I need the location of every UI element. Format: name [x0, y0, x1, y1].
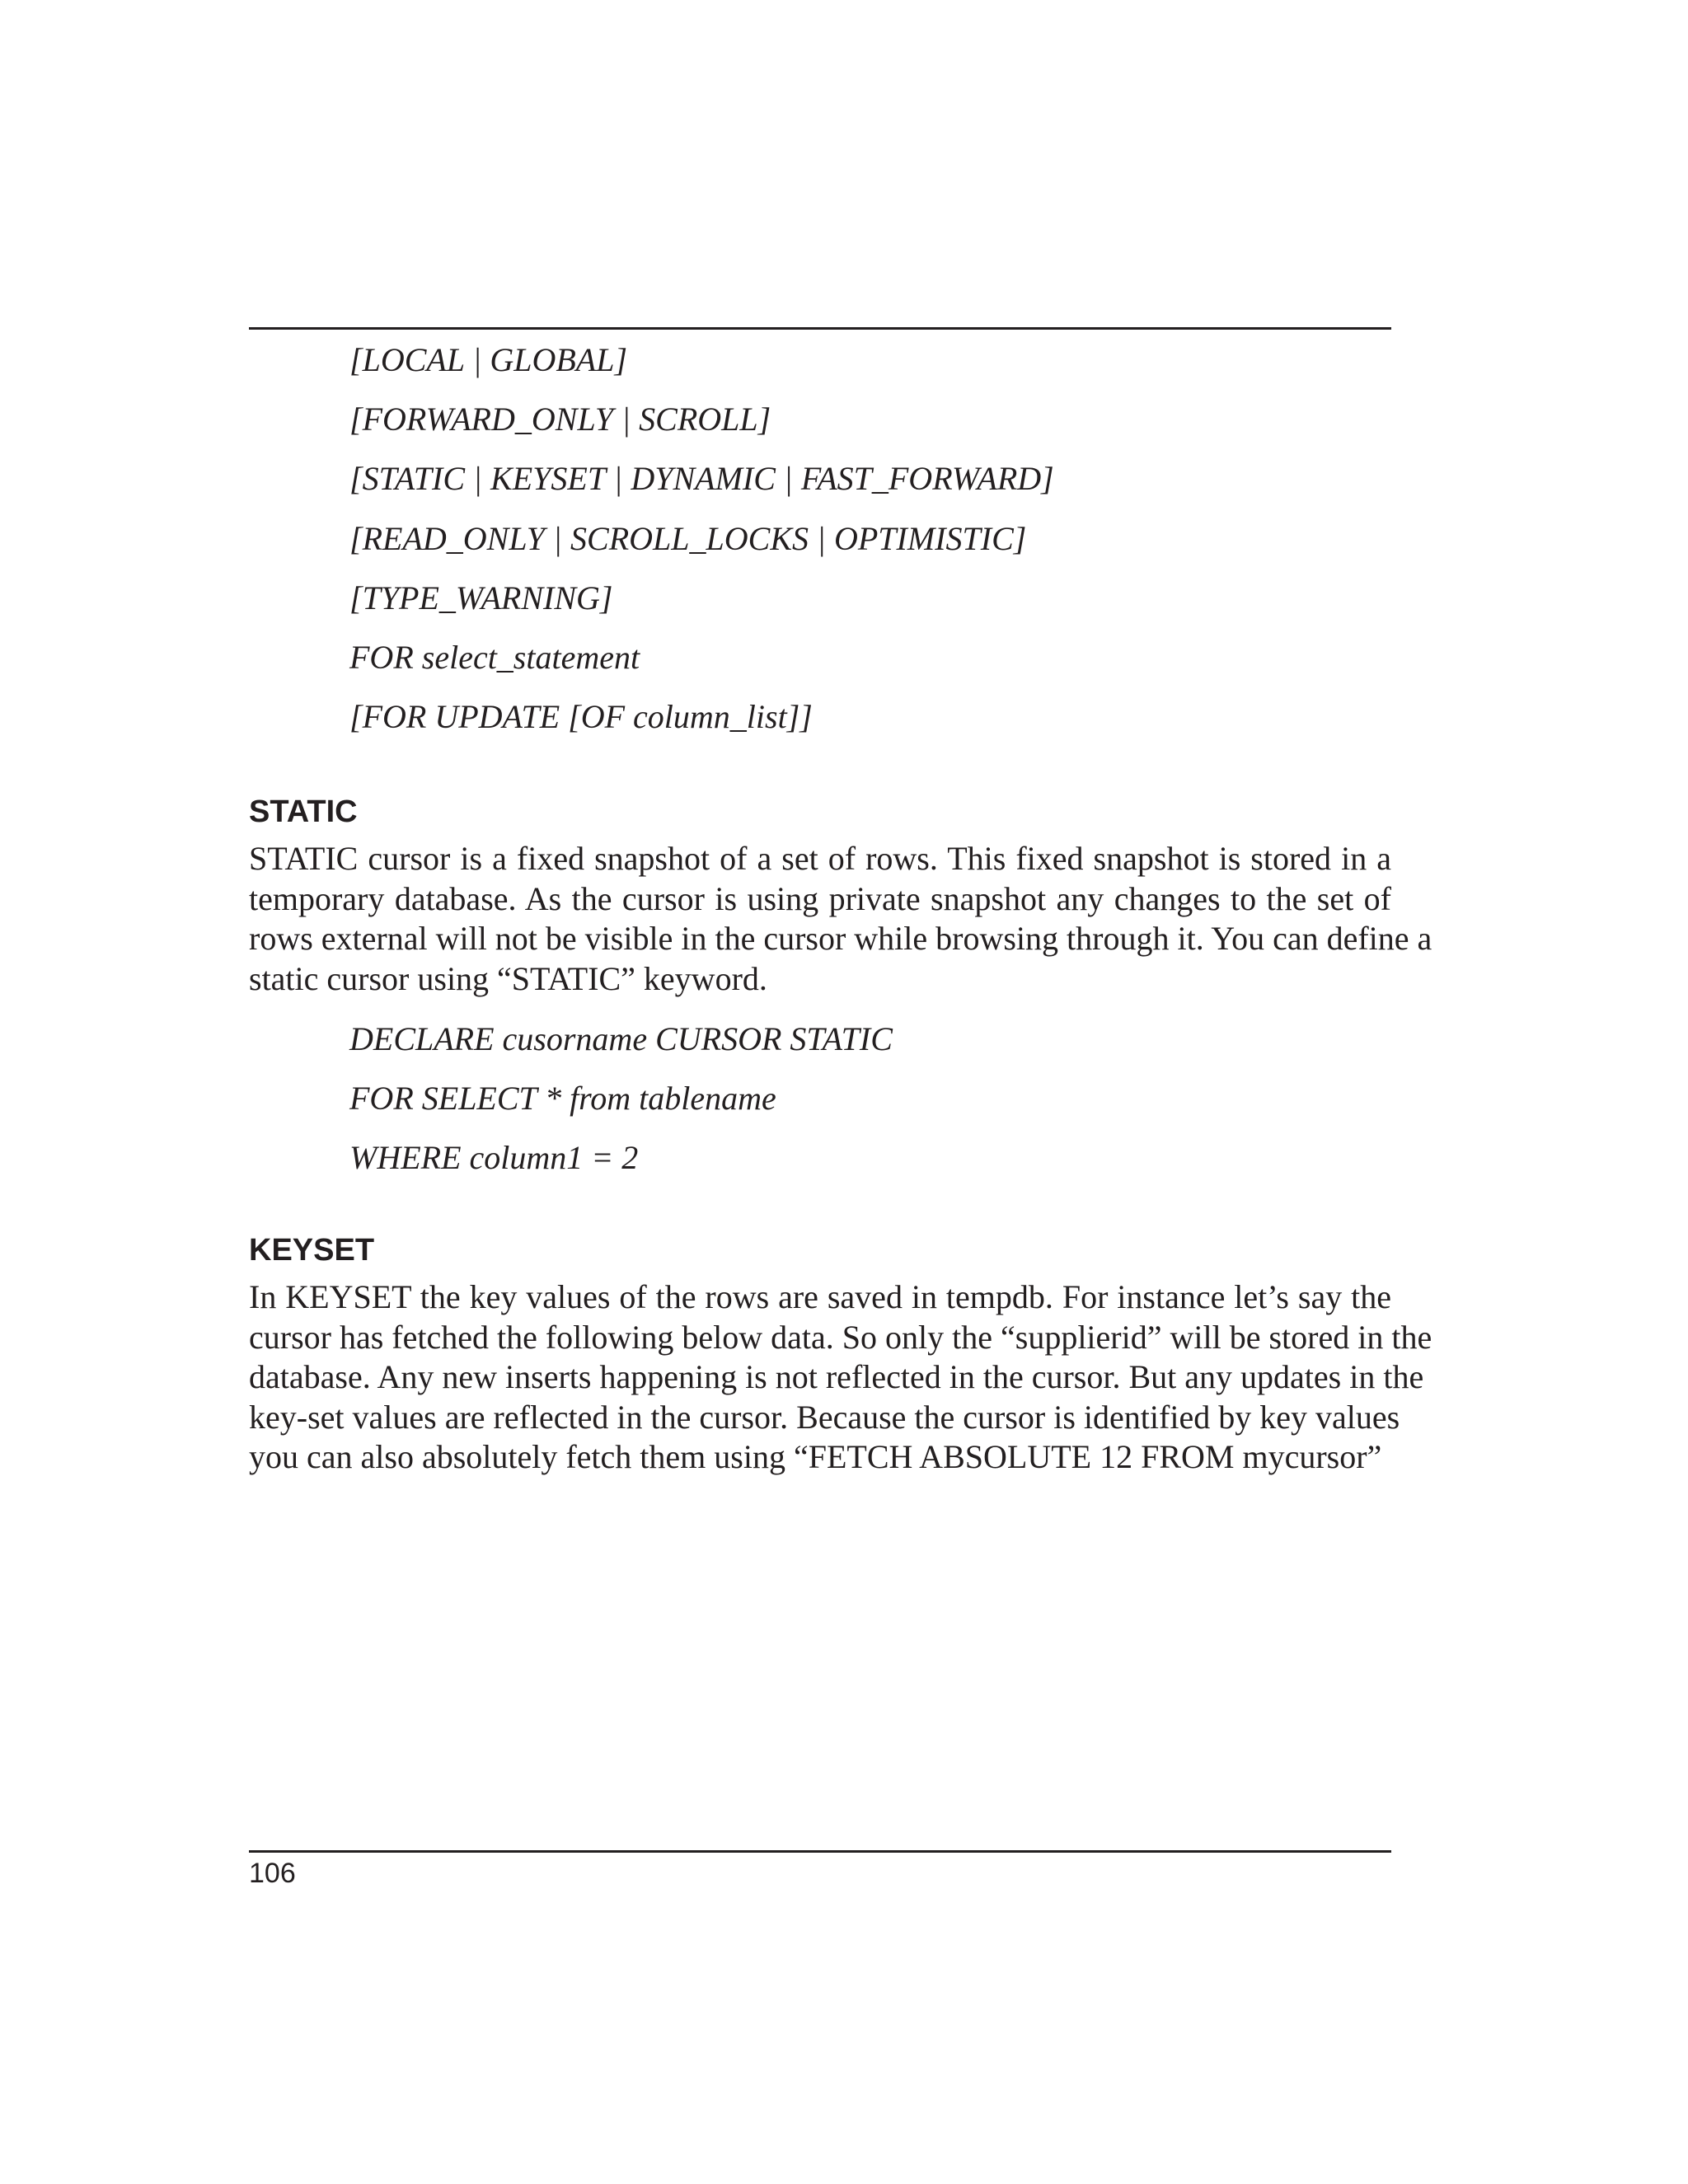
header-rule: [249, 327, 1391, 330]
static-paragraph: [249, 839, 1432, 999]
paragraph-line: database. Any new inserts happening is not reflected in the cursor. But any updates in the: [249, 1358, 1424, 1395]
paragraph-line: rows external will not be visible in the cursor while browsing through it. You can define a: [249, 920, 1432, 957]
section-heading-keyset: KEYSET: [249, 1233, 375, 1268]
syntax-line: [FOR UPDATE [OF column_list]]: [349, 698, 813, 735]
syntax-line: [READ_ONLY | SCROLL_LOCKS | OPTIMISTIC]: [349, 520, 1027, 557]
paragraph-line: static cursor using “STATIC” keyword.: [249, 959, 767, 997]
static-code-line: WHERE column1 = 2: [349, 1139, 639, 1176]
paragraph-line: key-set values are reflected in the cursor. Because the cursor is identified by key values: [249, 1398, 1400, 1436]
section-heading-static: STATIC: [249, 794, 358, 829]
syntax-line: [STATIC | KEYSET | DYNAMIC | FAST_FORWARD]: [349, 460, 1054, 497]
syntax-line: [FORWARD_ONLY | SCROLL]: [349, 401, 771, 438]
syntax-line: [TYPE_WARNING]: [349, 579, 613, 616]
paragraph-line: In KEYSET the key values of the rows are saved in tempdb. For instance let’s say the: [249, 1278, 1391, 1315]
footer-rule: [249, 1850, 1391, 1853]
keyset-paragraph: [249, 1277, 1432, 1478]
page-number: 106: [249, 1858, 296, 1889]
syntax-line: [LOCAL | GLOBAL]: [349, 341, 628, 378]
static-code-line: FOR SELECT * from tablename: [349, 1080, 776, 1117]
paragraph-line: STATIC cursor is a fixed snapshot of a set of rows. This fixed snapshot is stored in a: [249, 840, 1391, 877]
paragraph-line: you can also absolutely fetch them using “FETCH ABSOLUTE 12 FROM mycursor”: [249, 1438, 1382, 1475]
static-code-line: DECLARE cusorname CURSOR STATIC: [349, 1020, 893, 1057]
syntax-line: FOR select_statement: [349, 639, 640, 676]
paragraph-line: temporary database. As the cursor is using private snapshot any changes to the set of: [249, 879, 1391, 917]
paragraph-line: cursor has fetched the following below data. So only the “supplierid” will be stored in the: [249, 1318, 1432, 1356]
